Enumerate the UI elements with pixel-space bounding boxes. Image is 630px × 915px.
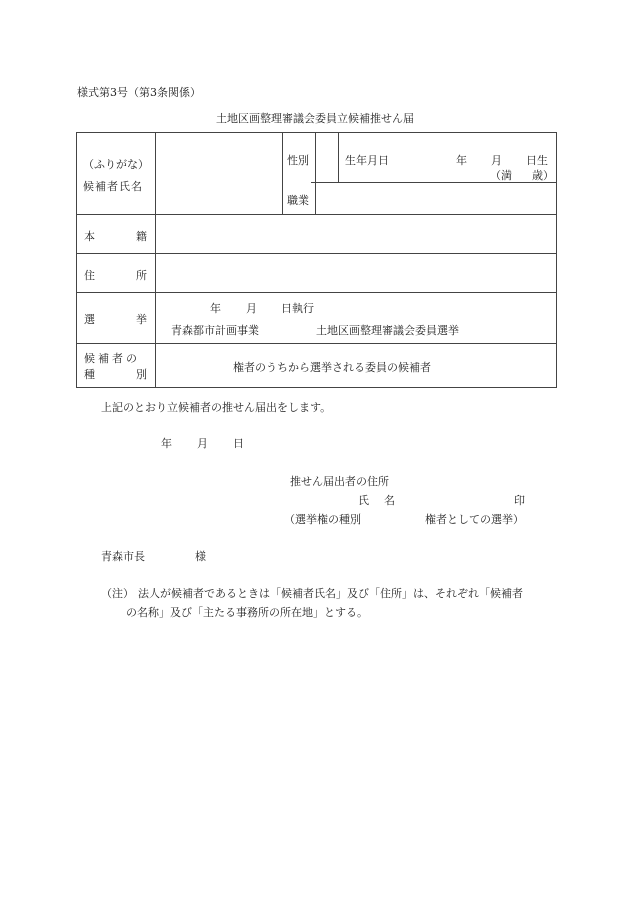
candidate-name-label: 候補者氏名 (83, 180, 143, 193)
address-field[interactable] (156, 254, 556, 292)
submitter-address-label: 推せん届出者の住所 (290, 475, 389, 488)
form-title: 土地区画整理審議会委員立候補推せん届 (216, 112, 414, 125)
form-number: 様式第3号（第3条関係） (77, 86, 201, 99)
age-close: 歳） (532, 169, 554, 182)
date-day-unit: 日 (233, 437, 244, 450)
candidate-type-label-1: 候補者の (84, 352, 140, 365)
candidate-name-field[interactable] (155, 133, 282, 214)
address-label-2: 所 (136, 269, 147, 282)
submitter-name-label-1: 氏 (358, 494, 369, 507)
election-label-2: 挙 (136, 313, 147, 326)
candidate-type-label-2b: 別 (136, 368, 147, 381)
election-date-suffix: 日執行 (281, 302, 314, 315)
birth-day-unit: 日生 (526, 154, 548, 167)
birth-year-unit: 年 (456, 154, 467, 167)
election-project: 青森都市計画事業 (171, 324, 259, 337)
date-year-unit: 年 (161, 437, 172, 450)
statement: 上記のとおり立候補者の推せん届出をします。 (101, 401, 332, 414)
age-open: （満 (490, 169, 512, 182)
election-year-unit: 年 (210, 302, 221, 315)
election-month-unit: 月 (246, 302, 257, 315)
honorific: 様 (195, 550, 206, 563)
note-line-2: の名称」及び「主たる事務所の所在地」とする。 (126, 606, 368, 619)
voting-right-close: 権者としての選挙） (425, 513, 524, 526)
sex-field[interactable] (316, 133, 338, 182)
rule (282, 132, 283, 214)
submitter-name-label-2: 名 (384, 494, 395, 507)
domicile-label-1: 本 (84, 230, 95, 243)
note-mark: （注） (101, 587, 134, 600)
domicile-field[interactable] (156, 215, 556, 253)
voting-right-open: （選挙権の種別 (284, 513, 361, 526)
addressee: 青森市長 (101, 550, 145, 563)
rule (76, 343, 557, 344)
election-label-1: 選 (84, 313, 95, 326)
candidate-type-value: 権者のうちから選挙される委員の候補者 (233, 361, 431, 374)
sex-label: 性別 (287, 154, 309, 167)
birth-month-unit: 月 (491, 154, 502, 167)
furigana-label: （ふりがな） (83, 158, 149, 171)
seal-mark: 印 (514, 494, 525, 507)
note-line-1: 法人が候補者であるときは「候補者氏名」及び「住所」は、それぞれ「候補者 (138, 587, 523, 600)
rule (76, 292, 557, 293)
candidate-type-label-2a: 種 (84, 368, 95, 381)
occupation-label: 職業 (287, 194, 309, 207)
rule (338, 132, 339, 182)
election-name: 土地区画整理審議会委員選挙 (316, 324, 459, 337)
domicile-label-2: 籍 (136, 230, 147, 243)
birthdate-label: 生年月日 (345, 154, 389, 167)
occupation-field[interactable] (316, 183, 556, 214)
address-label-1: 住 (84, 269, 95, 282)
date-month-unit: 月 (197, 437, 208, 450)
